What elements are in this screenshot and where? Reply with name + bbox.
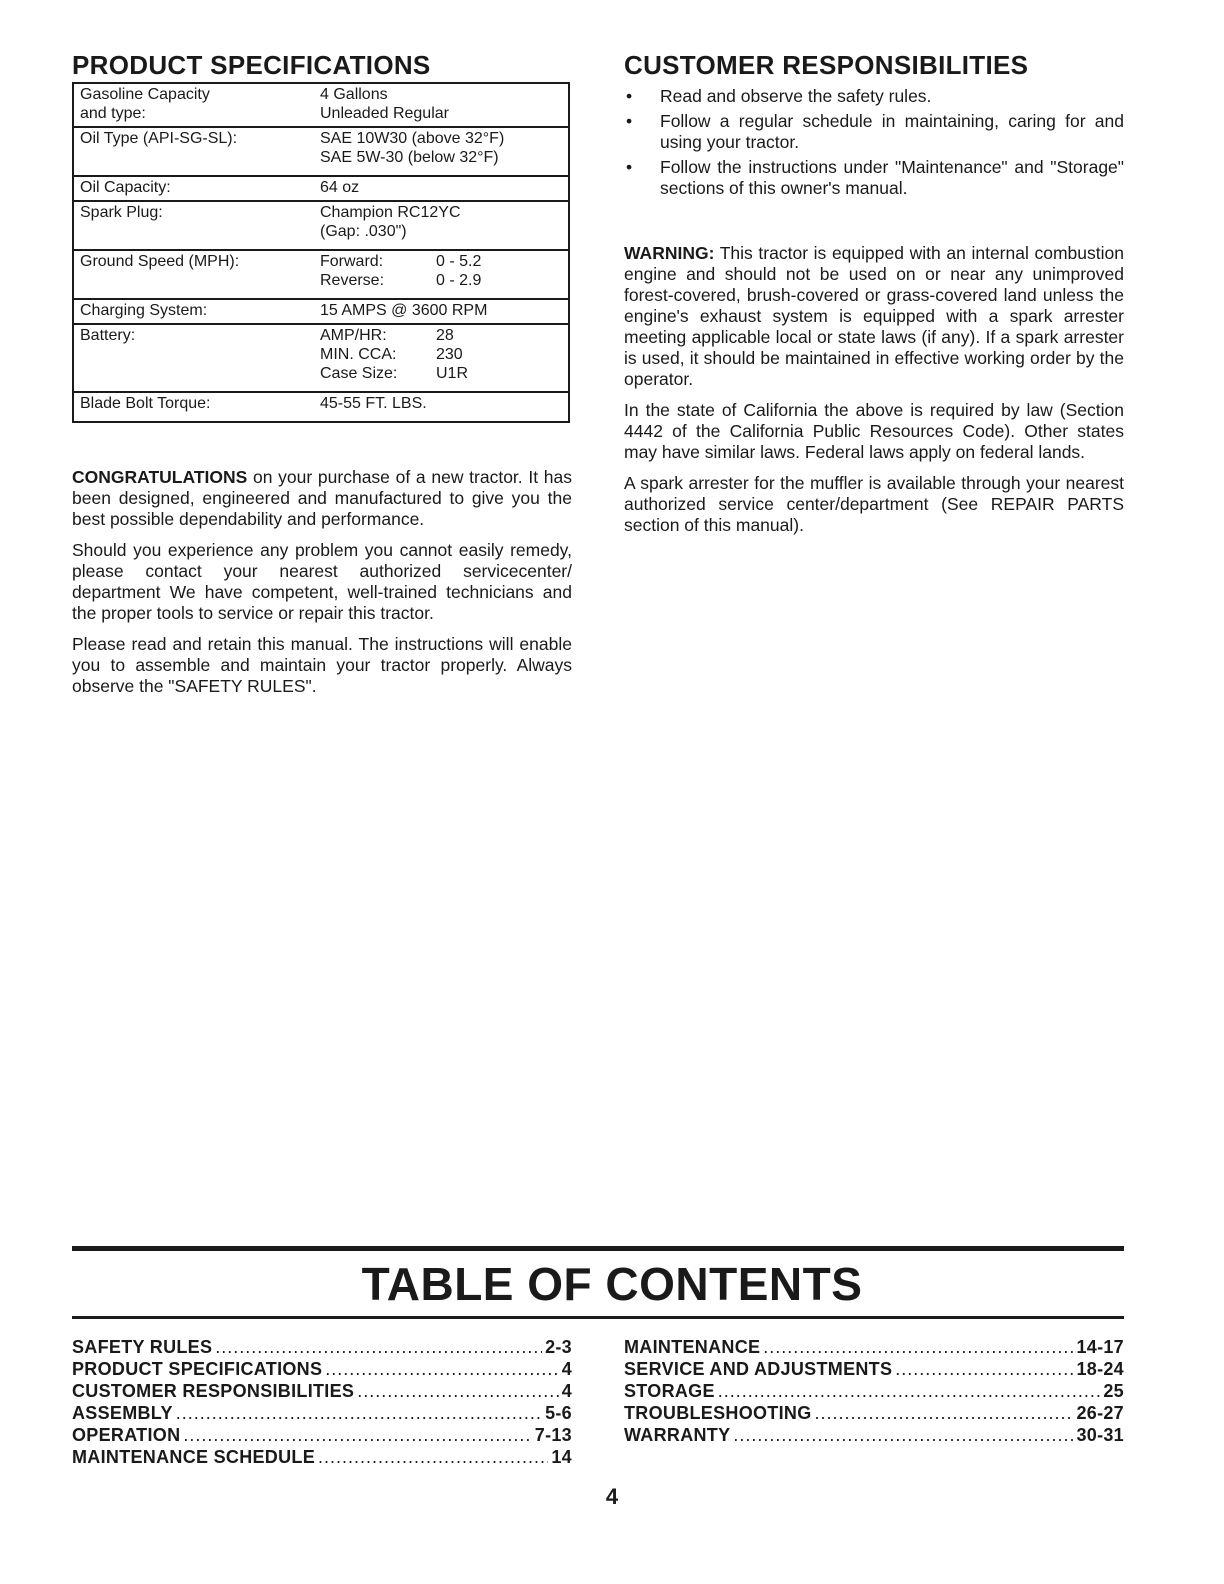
retain-manual-paragraph: Please read and retain this manual. The instructions will enable you to assemble and maintain your tractor properly. Always observe the "SAFETY RULES". [72,634,572,696]
spec-value: Unleaded Regular [320,105,449,122]
congratulations-text: on your purchase of a new tractor. It has been designed, engineered and manufactured to give you the best possible dependability and performance. [72,467,572,529]
responsibilities-list [624,86,1124,199]
spec-pair [320,326,562,345]
spec-row-oil-capacity [73,176,569,201]
spec-value: 15 AMPS @ 3600 RPM [320,302,488,319]
spark-arrester-paragraph: A spark arrester for the muffler is available through your nearest authorized service center/department (See REPAIR PARTS section of this manual). [624,473,1124,535]
toc-bottom-rule [72,1316,1124,1319]
toc-right-column [624,1336,1124,1446]
problem-paragraph: Should you experience any problem you cannot easily remedy, please contact your nearest authorized servicecenter/ department We have competent, well-trained technicians and the proper tools to service or repair this tractor. [72,540,572,623]
spec-value: 45-55 FT. LBS. [320,395,427,412]
spec-pair-key: AMP/HR: [320,327,387,344]
spec-row-gasoline [73,83,569,127]
spec-label: Battery: [80,327,136,344]
spec-row-oil-type [73,127,569,176]
spec-value: Champion RC12YC [320,204,461,221]
spec-pair-key: Reverse: [320,272,385,289]
warning-text: This tractor is equipped with an internal combustion engine and should not be used on or near any unimproved forest-covered, brush-covered or grass-covered land unless the engine's exhaust system is equipped with a spark arrester meeting applicable local or state laws (if any). If a spark arrester is used, it should be maintained in effective working order by the operator. [624,243,1124,389]
spec-pair-value: U1R [436,365,469,382]
product-specifications-title: PRODUCT SPECIFICATIONS [72,50,431,80]
spec-pair [320,345,562,364]
california-paragraph: In the state of California the above is required by law (Section 4442 of the California Public Resources Code). Other states may have similar laws. Federal laws apply on federal lands. [624,400,1124,462]
left-column [72,50,572,707]
spec-label: Gasoline Capacity [80,86,210,103]
spec-label: Charging System: [80,302,208,319]
spec-pair-value: 0 - 2.9 [436,272,482,289]
spec-pair-value: 28 [436,327,454,344]
spec-pair [320,364,562,383]
spec-pair-key: MIN. CCA: [320,346,397,363]
spec-value: SAE 10W30 (above 32°F) [320,130,505,147]
toc-entry[interactable]: CUSTOMER RESPONSIBILITIES ..... 4 [72,1380,572,1402]
bullet-icon: • [626,111,633,131]
spec-label: Ground Speed (MPH): [80,253,240,270]
congratulations-lead: CONGRATULATIONS [72,467,248,487]
spec-label: Spark Plug: [80,204,163,221]
spec-value: 4 Gallons [320,86,388,103]
toc-entry[interactable]: SERVICE AND ADJUSTMENTS ..... 18-24 [624,1358,1124,1380]
list-item: • Follow the instructions under "Maintenance" and "Storage" sections of this owner's manual. [626,157,1124,198]
toc-entry[interactable]: SAFETY RULES ..... 2-3 [72,1336,572,1358]
toc-entry[interactable]: OPERATION ..... 7-13 [72,1424,572,1446]
list-item: • Read and observe the safety rules. [626,86,932,106]
spec-pair [320,252,562,271]
toc-left-column [72,1336,572,1468]
spec-pair-value: 230 [436,346,463,363]
spec-row-charging [73,299,569,324]
spec-row-ground-speed [73,250,569,299]
spec-label: Oil Capacity: [80,179,171,196]
spec-pair [320,271,562,290]
spec-table [72,82,570,423]
congratulations-paragraph [72,467,572,530]
spec-row-blade-torque [73,392,569,422]
toc-title: TABLE OF CONTENTS [361,1258,863,1310]
bullet-icon: • [626,86,633,106]
spec-value: (Gap: .030") [320,223,407,240]
customer-responsibilities-title: CUSTOMER RESPONSIBILITIES [624,50,1029,80]
toc-entry[interactable]: MAINTENANCE ..... 14-17 [624,1336,1124,1358]
spec-pair-value: 0 - 5.2 [436,253,482,270]
warning-lead: WARNING: [624,243,715,263]
spec-pair-key: Forward: [320,253,384,270]
toc-entry[interactable]: STORAGE ..... 25 [624,1380,1124,1402]
bullet-icon: • [626,157,633,177]
spec-pair-key: Case Size: [320,365,398,382]
spec-label: and type: [80,105,146,122]
spec-value: 64 oz [320,179,360,196]
spec-value: SAE 5W-30 (below 32°F) [320,149,499,166]
toc-entry[interactable]: WARRANTY ..... 30-31 [624,1424,1124,1446]
spec-label: Oil Type (API-SG-SL): [80,130,238,147]
list-item: • Follow a regular schedule in maintaining, caring for and using your tractor. [626,111,1124,152]
spec-row-battery [73,324,569,392]
toc-entry[interactable]: TROUBLESHOOTING ..... 26-27 [624,1402,1124,1424]
toc-entry[interactable]: MAINTENANCE SCHEDULE ..... 14 [72,1446,572,1468]
toc-entry[interactable]: ASSEMBLY ..... 5-6 [72,1402,572,1424]
toc-entry[interactable]: PRODUCT SPECIFICATIONS ..... 4 [72,1358,572,1380]
warning-paragraph [624,243,1124,390]
page-number: 4 [605,1484,619,1509]
spec-row-spark-plug [73,201,569,250]
toc-top-rule [72,1246,1124,1251]
right-column [624,50,1124,546]
spec-label: Blade Bolt Torque: [80,395,211,412]
